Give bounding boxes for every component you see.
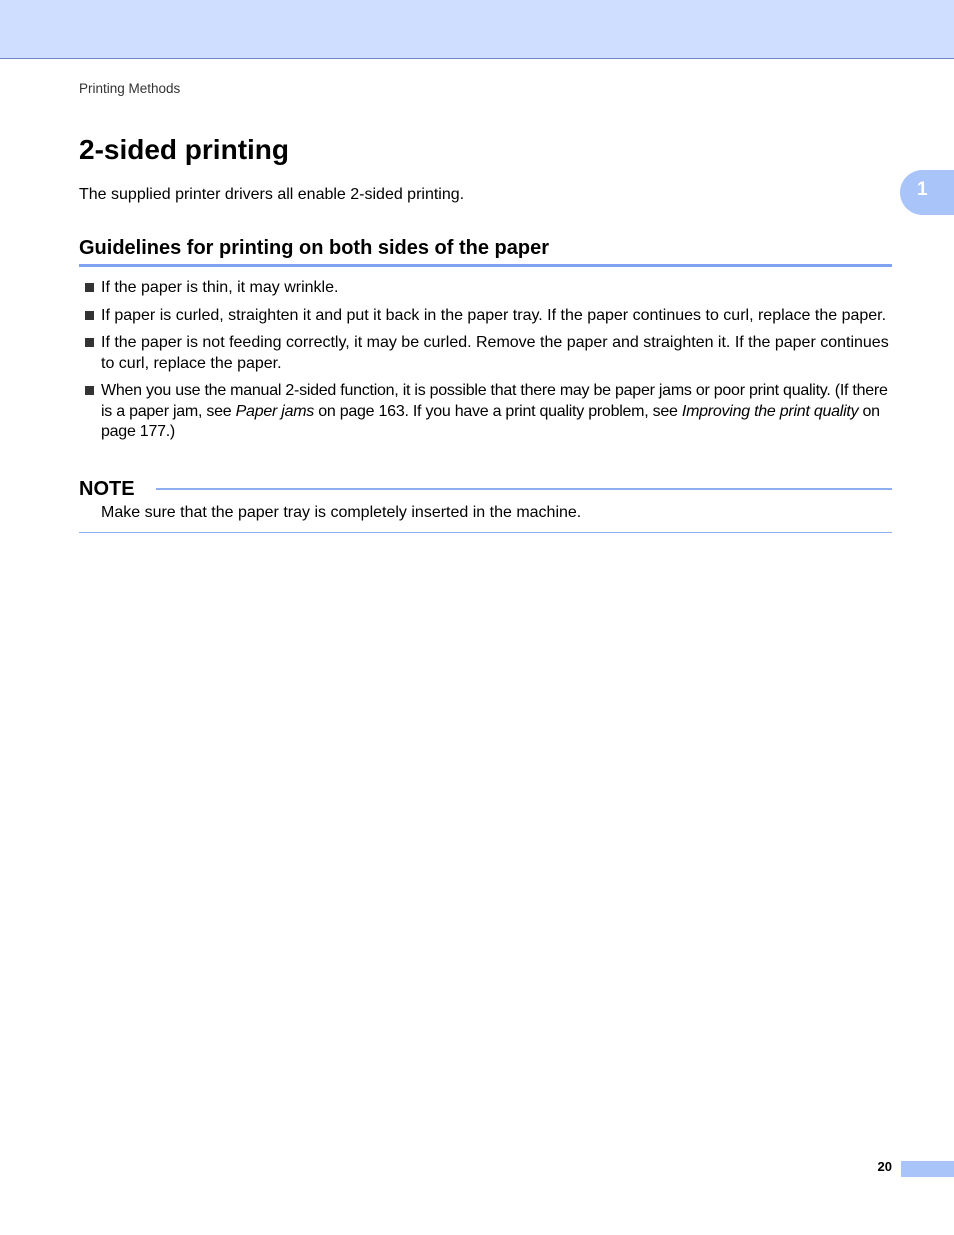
chapter-tab (900, 170, 954, 215)
page-number: 20 (877, 1159, 892, 1174)
list-item (79, 333, 892, 374)
paper-jams-link[interactable]: Paper jams (235, 402, 315, 420)
list-item-text: When you use the manual 2-sided function, it is possible that there may be paper jams or poor print quality. (If there is a paper jam, see (101, 382, 888, 420)
intro-paragraph: The supplied printer drivers all enable 2-sided printing. (79, 186, 465, 203)
page-title: 2-sided printing (79, 134, 289, 165)
guidelines-list (79, 278, 892, 450)
list-item (79, 381, 892, 443)
note-text: Make sure that the paper tray is completely inserted in the machine. (101, 504, 582, 521)
square-bullet-icon (85, 311, 94, 320)
list-item-text: If the paper is thin, it may wrinkle. (101, 279, 339, 296)
square-bullet-icon (85, 283, 94, 292)
list-item (79, 278, 892, 299)
note-divider (156, 488, 892, 490)
square-bullet-icon (85, 338, 94, 347)
chapter-number: 1 (917, 179, 928, 200)
square-bullet-icon (85, 386, 94, 395)
running-header: Printing Methods (79, 81, 181, 96)
top-header-band (0, 0, 954, 59)
page-number-bar (901, 1161, 954, 1177)
list-item-text: If the paper is not feeding correctly, it may be curled. Remove the paper and straighten it. If the paper continues to curl, replace the paper. (101, 334, 889, 372)
section-heading: Guidelines for printing on both sides of the paper (79, 235, 892, 267)
list-item-text: If paper is curled, straighten it and put it back in the paper tray. If the paper continues to curl, replace the paper. (101, 306, 887, 324)
list-item-text: on page 177.) (101, 402, 880, 440)
note-label: NOTE (79, 478, 135, 500)
list-item (79, 306, 892, 327)
note-bottom-divider (79, 532, 892, 533)
list-item-text: on page 163. If you have a print quality problem, see (314, 402, 682, 420)
print-quality-link[interactable]: Improving the print quality (681, 402, 859, 420)
